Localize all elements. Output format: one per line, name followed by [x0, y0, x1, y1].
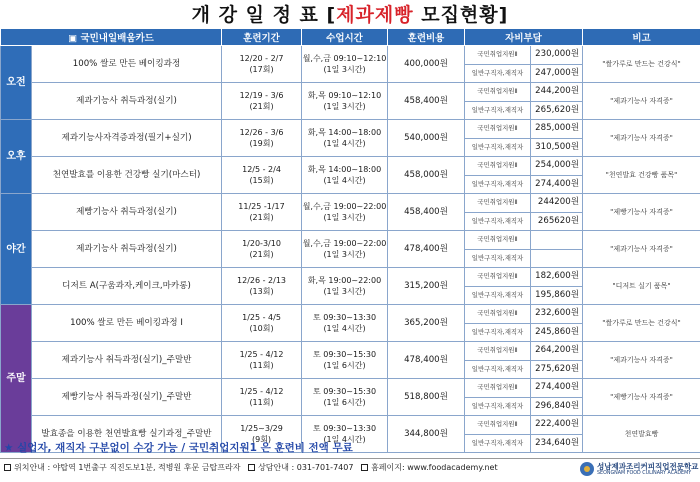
- period-sessions: (11회): [249, 398, 274, 407]
- note: "쌀가루로 만드는 건강식": [583, 46, 700, 83]
- period-dates: 1/20-3/10: [242, 239, 281, 248]
- class-days-hours: 토 09:30~13:30: [312, 313, 377, 322]
- period-dates: 11/25 -1/17: [238, 202, 285, 211]
- homepage-square-icon: [361, 464, 368, 471]
- class-days-hours: 화,목 19:00~22:00: [307, 276, 382, 285]
- period-dates: 1/25 - 4/12: [239, 387, 284, 396]
- note: "제과기능사 자격증": [583, 120, 700, 157]
- table-header-row: [1, 29, 700, 46]
- period-sessions: (21회): [249, 213, 274, 222]
- selfpay-label-support: 국민취업지원Ⅱ: [465, 120, 531, 139]
- training-fee: 315,200원: [388, 268, 465, 305]
- training-fee: 344,800원: [388, 416, 465, 453]
- selfpay-label-general: 일반구직자,재직자: [465, 397, 531, 416]
- notice-text: ★ 실업자, 재직자 구분없이 수강 가능 / 국민취업지원1 은 훈련비 전액 무료: [4, 442, 353, 454]
- period-sessions: (21회): [249, 102, 274, 111]
- training-period: [222, 342, 302, 379]
- logo-korean-name: 성남제과조리커피직업전문학교: [597, 462, 699, 471]
- selfpay-amount-support: 285,000원: [531, 120, 583, 139]
- selfpay-label-general: 일반구직자,재직자: [465, 101, 531, 120]
- period-dates: 1/25 - 4/12: [239, 350, 284, 359]
- training-period: [222, 157, 302, 194]
- selfpay-amount-general: 245,860원: [531, 323, 583, 342]
- selfpay-amount-general: 296,840원: [531, 397, 583, 416]
- homepage-link[interactable]: 홈페이지: www.foodacademy.net: [371, 463, 498, 472]
- course-name: 제빵기능사 취득과정(실기): [32, 194, 222, 231]
- class-days-hours: 월,수,금 09:10~12:10: [302, 54, 387, 63]
- selfpay-amount-support: [531, 231, 583, 250]
- class-days-hours: 토 09:30~15:30: [312, 387, 377, 396]
- page-title-bar: [0, 0, 700, 30]
- title-suffix: 모집현황]: [413, 4, 509, 26]
- table-row: [1, 157, 700, 176]
- selfpay-label-general: 일반구직자,재직자: [465, 286, 531, 305]
- selfpay-amount-support: 182,600원: [531, 268, 583, 287]
- course-name: 제과기능사 취득과정(실기): [32, 83, 222, 120]
- logo-english-name: SEONGNAM FOOD CULINARY ACADEMY: [597, 471, 692, 476]
- note: "제과기능사 자격증": [583, 342, 700, 379]
- class-daily-hours: (1일 3시간): [323, 213, 366, 222]
- selfpay-amount-support: 222,400원: [531, 416, 583, 435]
- phone-text: 상담안내 : 031-701-7407: [258, 463, 354, 472]
- selfpay-amount-general: 265,620원: [531, 101, 583, 120]
- category-am: 오전: [1, 46, 32, 120]
- note: "제빵기능사 자격증": [583, 379, 700, 416]
- note: 천연발효빵: [583, 416, 700, 453]
- class-days-hours: 월,수,금 19:00~22:00: [302, 239, 387, 248]
- selfpay-label-support: 국민취업지원Ⅱ: [465, 46, 531, 65]
- title-prefix: 개 강 일 정 표 [: [191, 4, 337, 26]
- training-fee: 365,200원: [388, 305, 465, 342]
- training-fee: 458,400원: [388, 83, 465, 120]
- header-schedule: 수업시간: [302, 29, 388, 46]
- period-sessions: (10회): [249, 324, 274, 333]
- location-square-icon: [4, 464, 11, 471]
- category-pm: 오후: [1, 120, 32, 194]
- training-period: [222, 305, 302, 342]
- training-fee: 478,400원: [388, 231, 465, 268]
- selfpay-amount-support: 232,600원: [531, 305, 583, 324]
- table-row: [1, 120, 700, 139]
- selfpay-label-support: 국민취업지원Ⅱ: [465, 416, 531, 435]
- selfpay-label-support: 국민취업지원Ⅱ: [465, 268, 531, 287]
- header-fee: 훈련비용: [388, 29, 465, 46]
- table-row: [1, 379, 700, 398]
- class-time: [302, 83, 388, 120]
- note: "천연발효 건강빵 품목": [583, 157, 700, 194]
- training-period: [222, 379, 302, 416]
- selfpay-label-support: 국민취업지원Ⅱ: [465, 157, 531, 176]
- period-dates: 12/20 - 2/7: [239, 54, 284, 63]
- note: "쌀가루로 만드는 건강식": [583, 305, 700, 342]
- selfpay-label-general: 일반구직자,재직자: [465, 64, 531, 83]
- notice-line: [4, 440, 696, 458]
- page-title: [192, 4, 509, 26]
- selfpay-amount-support: 274,400원: [531, 379, 583, 398]
- selfpay-label-general: 일반구직자,재직자: [465, 249, 531, 268]
- selfpay-amount-general: 195,860원: [531, 286, 583, 305]
- table-row: [1, 268, 700, 287]
- selfpay-label-support: 국민취업지원Ⅱ: [465, 305, 531, 324]
- selfpay-label-support: 국민취업지원Ⅱ: [465, 83, 531, 102]
- course-name: 100% 쌀로 만든 베이킹과정 I: [32, 305, 222, 342]
- training-fee: 400,000원: [388, 46, 465, 83]
- selfpay-amount-support: 244,200원: [531, 83, 583, 102]
- note: "디저트 실기 품목": [583, 268, 700, 305]
- period-sessions: (9회): [251, 435, 272, 444]
- phone-square-icon: [248, 464, 255, 471]
- header-period: 훈련기간: [222, 29, 302, 46]
- training-fee: 458,000원: [388, 157, 465, 194]
- class-time: [302, 46, 388, 83]
- course-name: 디저트 A(구움과자,케이크,마카롱): [32, 268, 222, 305]
- academy-logo: [580, 459, 698, 481]
- selfpay-label-general: 일반구직자,재직자: [465, 360, 531, 379]
- category-weekend: 주말: [1, 305, 32, 453]
- selfpay-amount-general: 275,620원: [531, 360, 583, 379]
- period-sessions: (13회): [249, 287, 274, 296]
- selfpay-label-support: 국민취업지원Ⅱ: [465, 342, 531, 361]
- course-name: 제과기능사 취득과정(실기)_주말반: [32, 342, 222, 379]
- period-dates: 12/19 - 3/6: [239, 91, 284, 100]
- training-period: [222, 268, 302, 305]
- class-daily-hours: (1일 3시간): [323, 287, 366, 296]
- period-dates: 1/25 - 4/5: [242, 313, 281, 322]
- period-sessions: (17회): [249, 65, 274, 74]
- title-highlight: 제과제빵: [336, 4, 414, 26]
- selfpay-label-general: 일반구직자,재직자: [465, 212, 531, 231]
- training-period: [222, 120, 302, 157]
- selfpay-amount-general: [531, 249, 583, 268]
- class-daily-hours: (1일 4시간): [323, 324, 366, 333]
- header-note: 비고: [583, 29, 700, 46]
- note: "제과기능사 자격증": [583, 231, 700, 268]
- class-daily-hours: (1일 4시간): [323, 176, 366, 185]
- class-days-hours: 화,목 14:00~18:00: [307, 128, 382, 137]
- selfpay-label-support: 국민취업지원Ⅱ: [465, 231, 531, 250]
- course-name: 천연발효를 이용한 건강빵 실기(마스터): [32, 157, 222, 194]
- location-text: 위치안내 : 야탑역 1번출구 직진도보1분, 적병원 후문 금탑프라자: [14, 463, 241, 472]
- period-dates: 12/26 - 3/6: [239, 128, 284, 137]
- selfpay-amount-general: 247,000원: [531, 64, 583, 83]
- selfpay-amount-general: 274,400원: [531, 175, 583, 194]
- course-name: 제과기능사 취득과정(실기): [32, 231, 222, 268]
- class-time: [302, 194, 388, 231]
- training-fee: 540,000원: [388, 120, 465, 157]
- selfpay-amount-support: 244200원: [531, 194, 583, 213]
- class-daily-hours: (1일 4시간): [323, 435, 366, 444]
- selfpay-label-general: 일반구직자,재직자: [465, 323, 531, 342]
- training-period: [222, 83, 302, 120]
- training-period: [222, 194, 302, 231]
- class-daily-hours: (1일 3시간): [323, 102, 366, 111]
- class-time: [302, 305, 388, 342]
- period-sessions: (19회): [249, 139, 274, 148]
- class-days-hours: 토 09:30~15:30: [312, 350, 377, 359]
- class-time: [302, 157, 388, 194]
- class-daily-hours: (1일 3시간): [323, 250, 366, 259]
- class-daily-hours: (1일 4시간): [323, 139, 366, 148]
- note: "제과기능사 자격증": [583, 83, 700, 120]
- selfpay-label-general: 일반구직자,재직자: [465, 434, 531, 453]
- training-period: [222, 46, 302, 83]
- note: "제빵기능사 자격증": [583, 194, 700, 231]
- class-time: [302, 342, 388, 379]
- class-daily-hours: (1일 6시간): [323, 361, 366, 370]
- period-dates: 12/5 - 2/4: [242, 165, 281, 174]
- class-days-hours: 월,수,금 19:00~22:00: [302, 202, 387, 211]
- schedule-table: [0, 28, 700, 453]
- selfpay-amount-general: 234,640원: [531, 434, 583, 453]
- class-days-hours: 화,목 14:00~18:00: [307, 165, 382, 174]
- period-dates: 1/25~3/29: [240, 424, 283, 433]
- selfpay-amount-general: 310,500원: [531, 138, 583, 157]
- table-row: [1, 416, 700, 435]
- training-fee: 458,400원: [388, 194, 465, 231]
- class-daily-hours: (1일 3시간): [323, 65, 366, 74]
- class-days-hours: 토 09:30~13:30: [312, 424, 377, 433]
- selfpay-label-general: 일반구직자,재직자: [465, 138, 531, 157]
- selfpay-label-general: 일반구직자,재직자: [465, 175, 531, 194]
- class-time: [302, 231, 388, 268]
- selfpay-amount-support: 264,200원: [531, 342, 583, 361]
- selfpay-label-support: 국민취업지원Ⅱ: [465, 379, 531, 398]
- class-days-hours: 화,목 09:10~12:10: [307, 91, 382, 100]
- course-name: 제과기능사자격증과정(필기+실기): [32, 120, 222, 157]
- category-night: 야간: [1, 194, 32, 305]
- period-dates: 12/26 - 2/13: [237, 276, 287, 285]
- header-card: ▣ 국민내일배움카드: [1, 29, 222, 46]
- training-fee: 518,800원: [388, 379, 465, 416]
- class-time: [302, 120, 388, 157]
- table-row: [1, 342, 700, 361]
- period-sessions: (21회): [249, 250, 274, 259]
- table-row: [1, 305, 700, 324]
- selfpay-amount-general: 265620원: [531, 212, 583, 231]
- table-row: [1, 231, 700, 250]
- training-fee: 478,400원: [388, 342, 465, 379]
- selfpay-label-support: 국민취업지원Ⅱ: [465, 194, 531, 213]
- period-sessions: (11회): [249, 361, 274, 370]
- course-name: 100% 쌀로 만든 베이킹과정: [32, 46, 222, 83]
- table-row: [1, 83, 700, 102]
- table-row: [1, 194, 700, 213]
- class-time: [302, 268, 388, 305]
- class-time: [302, 379, 388, 416]
- training-period: [222, 231, 302, 268]
- selfpay-amount-support: 254,000원: [531, 157, 583, 176]
- course-name: 제빵기능사 취득과정(실기)_주말반: [32, 379, 222, 416]
- table-row: [1, 46, 700, 65]
- period-sessions: (15회): [249, 176, 274, 185]
- selfpay-amount-support: 230,000원: [531, 46, 583, 65]
- academy-emblem-icon: [580, 462, 594, 476]
- class-daily-hours: (1일 6시간): [323, 398, 366, 407]
- header-selfpay: 자비부담: [465, 29, 583, 46]
- course-name: 발효종을 이용한 천연발효빵 실기과정_주말반: [32, 416, 222, 453]
- contact-line: [4, 462, 564, 478]
